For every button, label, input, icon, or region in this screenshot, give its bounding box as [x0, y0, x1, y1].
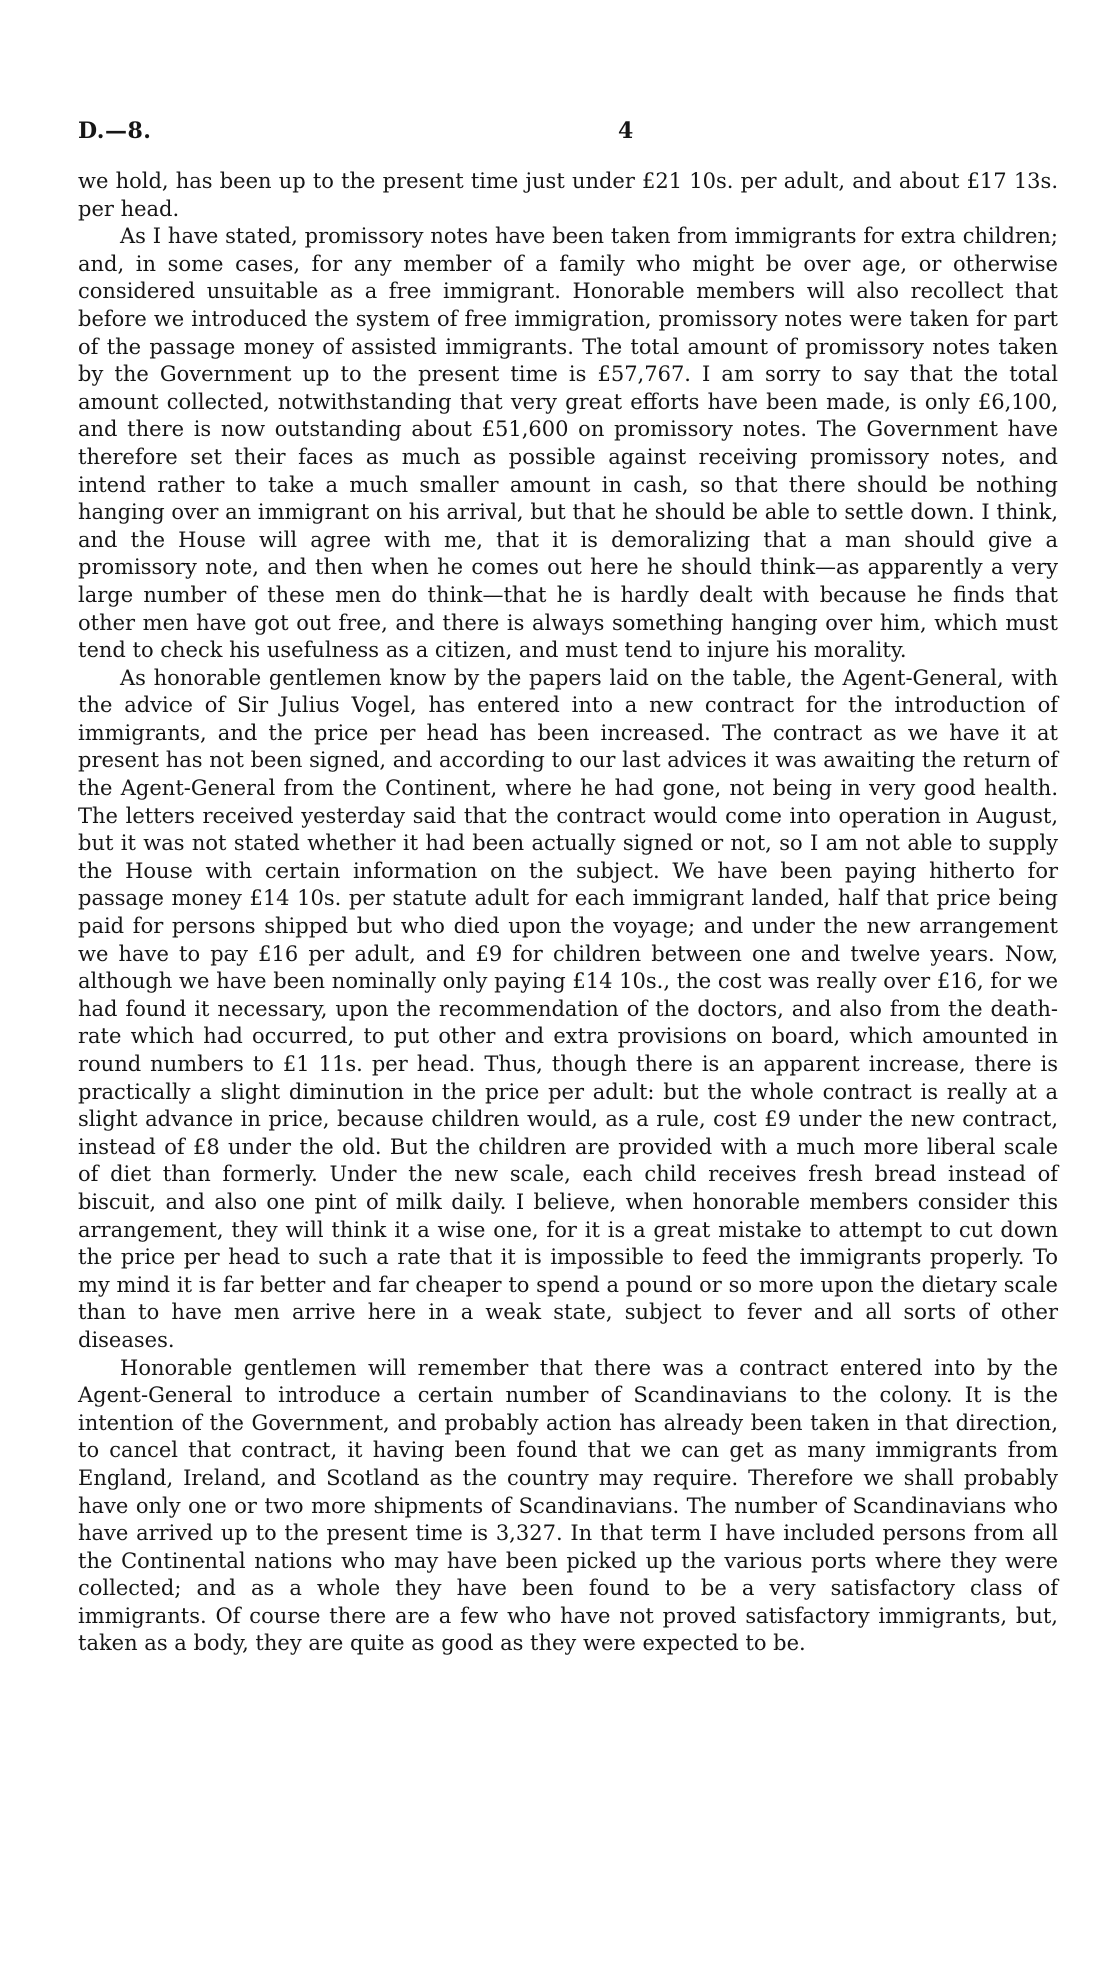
document-reference: D.—8. [78, 118, 152, 144]
page-number: 4 [618, 118, 634, 144]
body-text [78, 168, 1058, 1658]
paragraph-2: As I have stated, promissory notes have been taken from immigrants for extra children; and, in some cases, for any member of a family who might be over age, or otherwise considered unsuitable as a free immigrant. Honorable members will also recollect that before we introduced the system of free immigration, promissory notes were taken for part of the passage money of assisted immigrants. The total amount of promissory notes taken by the Government up to the present time is £57,767. I am sorry to say that the total amount collected, notwithstanding that very great efforts have been made, is only £6,100, and there is now outstanding about £51,600 on promissory notes. The Government have therefore set their faces as much as possible against receiving promissory notes, and intend rather to take a much smaller amount in cash, so that there should be nothing hanging over an immigrant on his arrival, but that he should be able to settle down. I think, and the House will agree with me, that it is demoralizing that a man should give a promissory note, and then when he comes out here he should think—as apparently a very large number of these men do think—that he is hardly dealt with because he finds that other men have got out free, and there is always something hanging over him, which must tend to check his usefulness as a citizen, and must tend to injure his morality. [78, 224, 1058, 663]
page-header [78, 118, 1058, 148]
paragraph-4: Honorable gentlemen will remember that there was a contract entered into by the Agent-General to introduce a certain number of Scandinavians to the colony. It is the intention of the Government, and probably action has already been taken in that direction, to cancel that contract, it having been found that we can get as many immigrants from England, Ireland, and Scotland as the country may require. Therefore we shall probably have only one or two more shipments of Scandinavians. The number of Scandinavians who have arrived up to the present time is 3,327. In that term I have included persons from all the Continental nations who may have been picked up the various ports where they were collected; and as a whole they have been found to be a very satisfactory class of immigrants. Of course there are a few who have not proved satisfactory immigrants, but, taken as a body, they are quite as good as they were expected to be. [78, 1355, 1058, 1656]
paragraph-1: we hold, has been up to the present time just under £21 10s. per adult, and about £17 13s. per head. [78, 169, 1058, 221]
paragraph-3: As honorable gentlemen know by the papers laid on the table, the Agent-General, with the advice of Sir Julius Vogel, has entered into a new contract for the introduction of immigrants, and the price per head has been increased. The contract as we have it at present has not been signed, and according to our last advices it was awaiting the return of the Agent-General from the Continent, where he had gone, not being in very good health. The letters received yesterday said that the contract would come into operation in August, but it was not stated whether it had been actually signed or not, so I am not able to supply the House with certain information on the subject. We have been paying hitherto for passage money £14 10s. per statute adult for each immigrant landed, half that price being paid for persons shipped but who died upon the voyage; and under the new arrangement we have to pay £16 per adult, and £9 for children between one and twelve years. Now, although we have been nominally only paying £14 10s., the cost was really over £16, for we had found it necessary, upon the recommendation of the doctors, and also from the death-rate which had occurred, to put other and extra provisions on board, which amounted in round numbers to £1 11s. per head. Thus, though there is an apparent increase, there is practically a slight diminution in the price per adult: but the whole contract is really at a slight advance in price, because children would, as a rule, cost £9 under the new contract, instead of £8 under the old. But the children are provided with a much more liberal scale of diet than formerly. Under the new scale, each child receives fresh bread instead of biscuit, and also one pint of milk daily. I believe, when honorable members consider this arrangement, they will think it a wise one, for it is a great mistake to attempt to cut down the price per head to such a rate that it is impossible to feed the immigrants properly. To my mind it is far better and far cheaper to spend a pound or so more upon the dietary scale than to have men arrive here in a weak state, subject to fever and all sorts of other diseases. [78, 665, 1058, 1352]
